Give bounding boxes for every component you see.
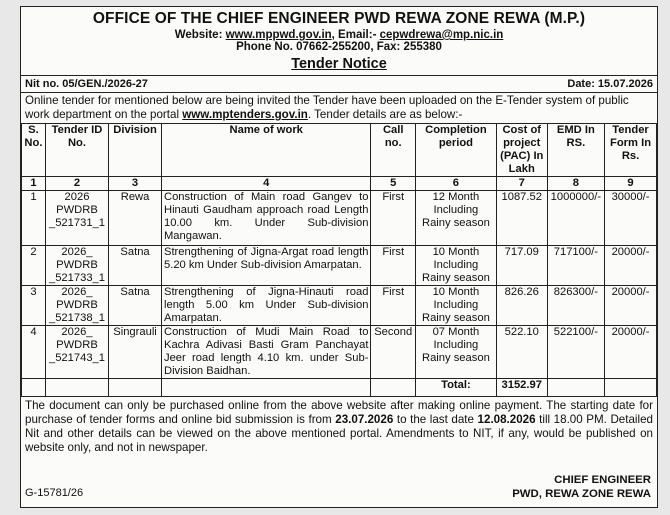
cell-tender-id: 2026_ PWDRB _521738_1 bbox=[45, 286, 108, 326]
col-number: 5 bbox=[371, 177, 416, 191]
cell-sno: 1 bbox=[22, 191, 46, 246]
header-cost: Cost of project (PAC) In Lakh bbox=[496, 124, 547, 177]
cell-work: Construction of Main road Gangev to Hinauti Gaudham approach road Length 10.00 km. Under Sub-division Mangawan. bbox=[161, 191, 370, 246]
cell-sno: 2 bbox=[22, 246, 46, 286]
cell-sno: 3 bbox=[22, 286, 46, 326]
cell-form: 20000/- bbox=[605, 286, 657, 326]
cell-sno: 4 bbox=[22, 326, 46, 379]
col-number: 4 bbox=[161, 177, 370, 191]
cell-emd: 1000000/- bbox=[547, 191, 604, 246]
col-number: 9 bbox=[605, 177, 657, 191]
tender-table bbox=[21, 123, 657, 397]
cell-cost: 1087.52 bbox=[496, 191, 547, 246]
cell-form: 30000/- bbox=[605, 191, 657, 246]
footer-paragraph bbox=[21, 397, 657, 455]
letterhead bbox=[21, 10, 657, 53]
cell-division: Satna bbox=[109, 286, 162, 326]
intro-paragraph bbox=[21, 93, 657, 122]
cell-period: 10 Month Including Rainy season bbox=[415, 286, 496, 326]
email-label: , Email:- bbox=[331, 29, 377, 41]
nit-date-row bbox=[21, 75, 657, 93]
col-number: 6 bbox=[415, 177, 496, 191]
footer-text: till 18.00 PM. Detailed Nit and other details can be viewed on the above mentioned portal. Amendments to NIT, if any, would be published on website only, and not in newspaper. bbox=[25, 413, 653, 454]
cell-form: 20000/- bbox=[605, 246, 657, 286]
header-division: Division bbox=[109, 124, 162, 177]
header-tender-id: Tender ID No. bbox=[45, 124, 108, 177]
tender-notice-document bbox=[20, 6, 658, 508]
cell-call: First bbox=[371, 246, 416, 286]
cell-emd: 717100/- bbox=[547, 246, 604, 286]
cell-tender-id: 2026 PWDRB _521731_1 bbox=[45, 191, 108, 246]
website-label: Website: bbox=[174, 29, 223, 41]
website-link[interactable]: www.mppwd.gov.in bbox=[225, 29, 332, 41]
cell-call: First bbox=[371, 286, 416, 326]
table-header-row bbox=[22, 124, 657, 177]
header-work: Name of work bbox=[161, 124, 370, 177]
cell-call: Second bbox=[371, 326, 416, 379]
footer-text: The document can only be purchased online from the above website after making online payment. The starting date for purchase of tender forms and online bid submission is from bbox=[25, 399, 653, 426]
cell-work: Construction of Mudi Main Road to Kachra Adivasi Basti Gram Panchayat Jeer road length 4.10 km. under Sub-Division Baidhan. bbox=[161, 326, 370, 379]
signature-office: PWD, REWA ZONE REWA bbox=[512, 488, 651, 500]
col-number: 2 bbox=[45, 177, 108, 191]
total-value: 3152.97 bbox=[496, 379, 547, 397]
notice-title: Tender Notice bbox=[291, 56, 387, 72]
intro-text: Online tender for mentioned below are being invited the Tender have been uploaded on the E-Tender system of public work department on the portal bbox=[25, 94, 629, 121]
cell-work: Strengthening of Jigna-Argat road length 5.20 km Under Sub-division Amarpatan. bbox=[161, 246, 370, 286]
col-number: 8 bbox=[547, 177, 604, 191]
end-date: 12.08.2026 bbox=[477, 413, 536, 426]
header-emd: EMD In RS. bbox=[547, 124, 604, 177]
header-form: Tender Form In Rs. bbox=[605, 124, 657, 177]
cell-division: Singrauli bbox=[109, 326, 162, 379]
cell-cost: 717.09 bbox=[496, 246, 547, 286]
footer-text: to the last date bbox=[396, 413, 474, 426]
cell-division: Satna bbox=[109, 246, 162, 286]
cell-emd: 826300/- bbox=[547, 286, 604, 326]
header-period: Completion period bbox=[415, 124, 496, 177]
nit-number: Nit no. 05/GEN./2026-27 bbox=[25, 78, 148, 90]
cell-tender-id: 2026_ PWDRB _521743_1 bbox=[45, 326, 108, 379]
column-number-row bbox=[22, 177, 657, 191]
cell-form: 20000/- bbox=[605, 326, 657, 379]
table-row bbox=[22, 246, 657, 286]
table-row bbox=[22, 286, 657, 326]
cell-period: 10 Month Including Rainy season bbox=[415, 246, 496, 286]
signature-title: CHIEF ENGINEER bbox=[554, 474, 651, 486]
email-link[interactable]: cepwdrewa@mp.nic.in bbox=[379, 29, 504, 41]
contact-line bbox=[21, 29, 657, 41]
start-date: 23.07.2026 bbox=[335, 413, 394, 426]
intro-text-end: . Tender details are as below:- bbox=[307, 108, 463, 121]
total-label: Total: bbox=[415, 379, 496, 397]
col-number: 1 bbox=[22, 177, 46, 191]
cell-period: 07 Month Including Rainy season bbox=[415, 326, 496, 379]
cell-call: First bbox=[371, 191, 416, 246]
cell-tender-id: 2026_ PWDRB _521733_1 bbox=[45, 246, 108, 286]
col-number: 3 bbox=[109, 177, 162, 191]
header-sno: S. No. bbox=[22, 124, 46, 177]
header-call: Call no. bbox=[371, 124, 416, 177]
cell-period: 12 Month Including Rainy season bbox=[415, 191, 496, 246]
table-row bbox=[22, 191, 657, 246]
signature-block bbox=[512, 473, 651, 501]
portal-link[interactable]: www.mptenders.gov.in bbox=[182, 108, 308, 121]
cell-work: Strengthening of Jigna-Hinauti road length 5.00 km Under Sub-division Amarpatan. bbox=[161, 286, 370, 326]
table-row bbox=[22, 326, 657, 379]
cell-emd: 522100/- bbox=[547, 326, 604, 379]
reference-number: G-15781/26 bbox=[25, 487, 84, 499]
phone-fax: Phone No. 07662-255200, Fax: 255380 bbox=[236, 41, 442, 53]
cell-division: Rewa bbox=[109, 191, 162, 246]
col-number: 7 bbox=[496, 177, 547, 191]
cell-cost: 826.26 bbox=[496, 286, 547, 326]
total-row bbox=[22, 379, 657, 397]
notice-date: Date: 15.07.2026 bbox=[567, 78, 653, 90]
office-name: OFFICE OF THE CHIEF ENGINEER PWD REWA ZONE REWA (M.P.) bbox=[92, 10, 586, 27]
cell-cost: 522.10 bbox=[496, 326, 547, 379]
